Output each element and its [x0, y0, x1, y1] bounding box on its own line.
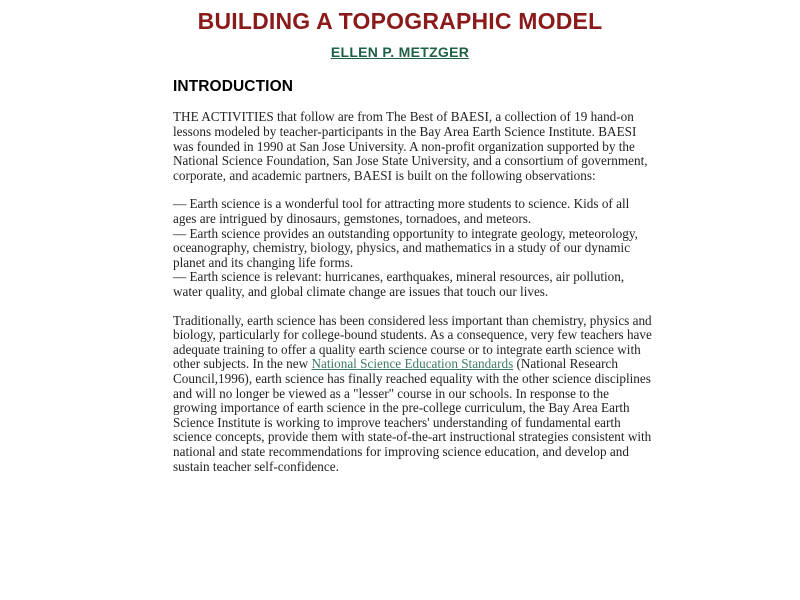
list-item: — Earth science provides an outstanding opportunity to integrate geology, meteorology, oceanography, chemistry, biology, physics, and mathematics in a study of our dynamic planet and its changing life forms.: [173, 225, 638, 270]
list-item: — Earth science is relevant: hurricanes, earthquakes, mineral resources, air pollution, water quality, and global climate change are issues that touch our lives.: [173, 269, 625, 299]
paragraph-2-text-after-link: (National Research Council,1996), earth science has finally reached equality with the other science disciplines and will no longer be viewed as a "lesser" course in our schools. In response to the growing importance of earth science in the pre-college curriculum, the Bay Area Earth Science Institute is working to improve teachers' understanding of fundamental earth science concepts, provide them with state-of-the-art instructional strategies consistent with national and state recommendations for improving science education, and develop and sustain teacher self-confidence.: [173, 356, 652, 474]
paragraph-2-text-before-link: Traditionally, earth science has been considered less important than chemistry, physics and biology, particularly for college-bound students. As a consequence, very few teachers have adequate training to offer a quality earth science course or to integrate earth science with other subjects. In the new: [173, 312, 652, 372]
document-content: [0, 62, 800, 474]
observations-list: [173, 183, 655, 299]
intro-paragraph-1: THE ACTIVITIES that follow are from The Best of BAESI, a collection of 19 hand-on lessons modeled by teacher-participants in the Bay Area Earth Science Institute. BAESI was founded in 1990 at San Jose University. A non-profit organization supported by the National Science Foundation, San Jose State University, and a consortium of government, corporate, and academic partners, BAESI is built on the following observations:: [173, 109, 648, 183]
list-item: — Earth science is a wonderful tool for attracting more students to science. Kids of all ages are intrigued by dinosaurs, gemstones, tornadoes, and meteors.: [173, 196, 630, 226]
section-heading-introduction: INTRODUCTION: [173, 78, 294, 96]
author-link[interactable]: ELLEN P. METZGER: [330, 44, 470, 61]
text-column: [173, 62, 655, 474]
intro-paragraph-2: [173, 300, 655, 475]
author-byline: [0, 44, 800, 62]
page-title: BUILDING A TOPOGRAPHIC MODEL: [197, 8, 603, 34]
national-science-education-standards-link[interactable]: National Science Education Standards: [311, 356, 514, 372]
